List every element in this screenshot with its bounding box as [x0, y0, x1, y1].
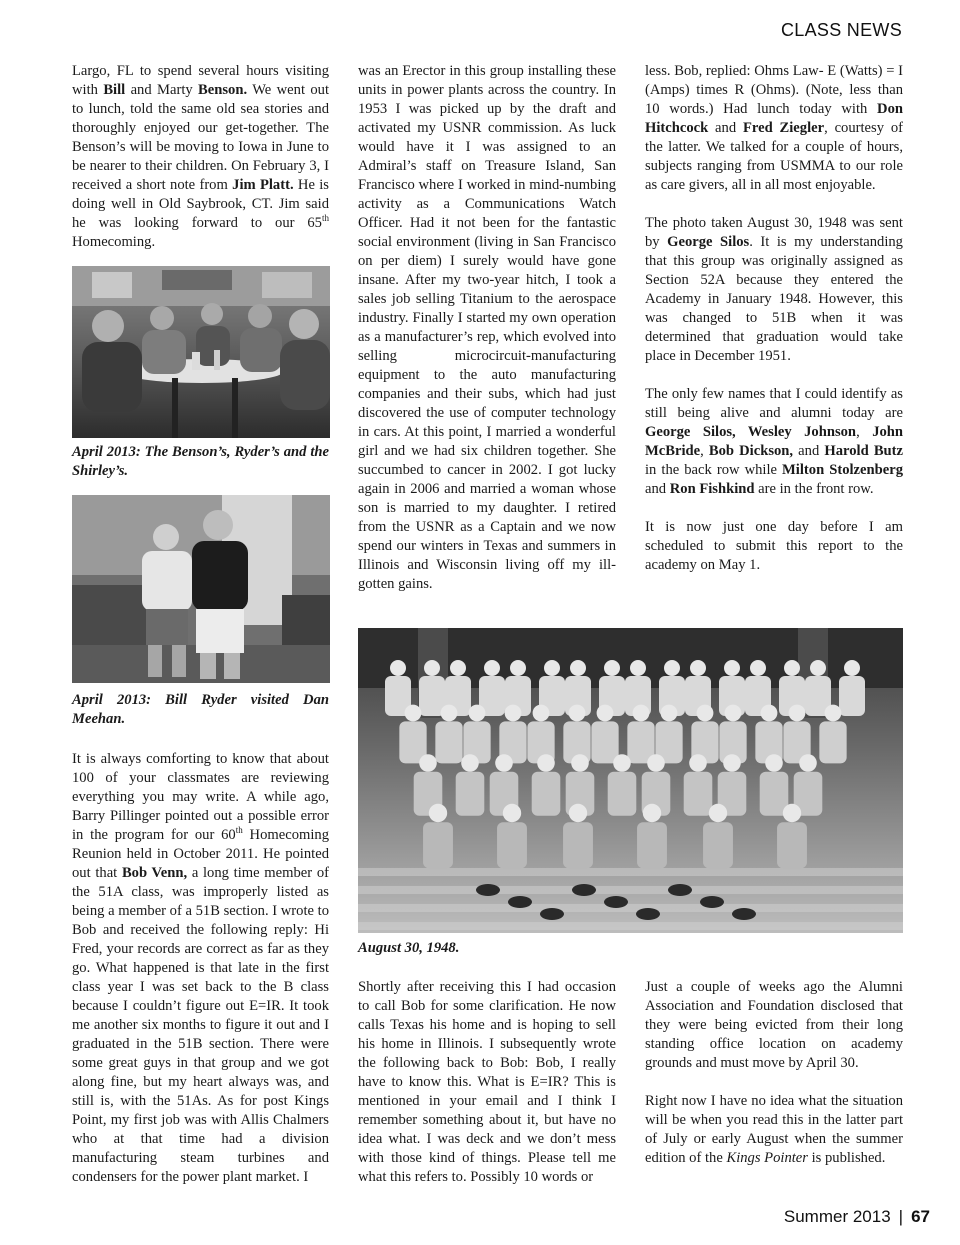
footer-separator: |: [898, 1207, 904, 1226]
column-2-top: [358, 62, 616, 594]
column-2-caption: [358, 939, 616, 958]
photo-group-1948: [358, 628, 903, 933]
superscript: th: [235, 825, 243, 836]
paragraph: Largo, FL to spend several hours visiting with Bill and Marty Benson. We went out to lunch, told the same old sea stories and thoroughly enjoyed our get-together. The Benson’s will be moving to Iowa in June to be nearer to their children. On February 3, I received a short note from Jim Platt. He is doing well in Old Saybrook, CT. Jim said he was looking forward to our 65th Homecoming.: [72, 63, 330, 250]
paragraph: The only few names that I could identify as still being alive and alumni today are George Silos, Wesley Johnson, John McBride, Bob Dickson, and Harold Butz in the back row while Milton Stolzenberg and Ron Fishkind are in the front row.: [645, 386, 904, 497]
column-1-caption-2: [72, 691, 329, 729]
column-3-bottom: [645, 978, 903, 1168]
photo-image: [72, 495, 330, 683]
bold-name: George Silos: [667, 234, 750, 250]
italic-text: Kings Pointer: [726, 1150, 808, 1166]
column-2-bottom: [358, 978, 616, 1187]
bold-name: Bob Venn,: [121, 865, 188, 881]
photo-caption: April 2013: Bill Ryder visited Dan Meehan.: [72, 692, 329, 727]
bold-name: Don Hitchcock: [645, 101, 903, 136]
page-number: 67: [911, 1207, 930, 1226]
bold-name: Benson.: [198, 82, 248, 98]
paragraph: Shortly after receiving this I had occasion to call Bob for some clarification. He now calls Texas his home and is hoping to sell his home in Illinois. I subsequently wrote the following back to Bob: Bob, I really have to know this. What is E=IR? This is mentioned in your email and I think I remember something about it, but have no idea what. I was deck and we don’t mess with those kind of things. Please tell me what this refers to. Possibly 10 words or: [358, 979, 616, 1185]
paragraph: The photo taken August 30, 1948 was sent by George Silos. It is my understanding that this group was originally assigned as Section 52A because they entered the Academy in January 1948. However, this was changed to 51B when it was determined that graduation would take place in December 1951.: [645, 215, 903, 364]
section-header: CLASS NEWS: [780, 20, 902, 40]
column-1-top: [72, 62, 329, 252]
photo-image: [358, 628, 903, 933]
paragraph: Just a couple of weeks ago the Alumni Association and Foundation disclosed that they were being evicted from their long standing office location on academy grounds and must move by April 30.: [645, 979, 903, 1071]
photo-bensons-ryders-shirleys: [72, 266, 330, 438]
page-footer: [784, 1207, 930, 1227]
bold-name: Milton Stolzenberg: [782, 462, 903, 478]
bold-name: Bob Dickson,: [708, 443, 794, 459]
bold-name: John McBride: [645, 424, 904, 459]
bold-name: George Silos, Wesley Johnson: [645, 424, 857, 440]
column-3-top: [645, 62, 903, 575]
photo-image: [72, 266, 330, 438]
column-1-bottom: [72, 750, 329, 1187]
bold-name: Fred Ziegler: [742, 120, 825, 136]
issue-label: Summer 2013: [783, 1207, 891, 1226]
bold-name: Bill: [103, 82, 126, 98]
paragraph: Right now I have no idea what the situation will be when you read this in the latter part of July or early August when the summer edition of the Kings Pointer is published.: [645, 1093, 903, 1166]
bold-name: Harold Butz: [824, 443, 904, 459]
photo-caption: August 30, 1948.: [358, 940, 460, 956]
superscript: th: [321, 213, 329, 224]
paragraph: less. Bob, replied: Ohms Law- E (Watts) = I (Amps) times R (Ohms). (Note, less than 10 words.) Had lunch today with Don Hitchcock and Fred Ziegler, courtesy of the latter. We talked for a couple of hours, subjects ranging from USMMA to our role as care givers, all in all most enjoyable.: [645, 63, 903, 193]
photo-ryder-meehan: [72, 495, 330, 683]
column-1-caption-1: [72, 443, 329, 481]
bold-name: Jim Platt.: [232, 177, 294, 193]
paragraph: It is always comforting to know that about 100 of your classmates are reviewing everything you may write. A while ago, Barry Pillinger pointed out a possible error in the program for our 60th Homecoming Reunion held in October 2011. He pointed out that Bob Venn, a long time member of the 51A class, was improperly listed as being a member of a 51B section. I wrote to Bob and received the following reply: Hi Fred, your records are correct as far as they go. What happened is that late in the first class year I was set back to the B class because I couldn’t figure out E=IR. It took me another six months to figure it out and I graduated in the 51B section. There were some great guys in that group and we got along fine, but my heart always was, and still is, with the 51As. As for post Kings Point, my first job was with Allis Chalmers who at that time had a division manufacturing steam turbines and condensers for the power plant market. I: [72, 751, 329, 1185]
paragraph: was an Erector in this group installing these units in power plants across the country. In 1953 I was picked up by the draft and activated my USNR commission. As luck would have it I was assigned to an Admiral’s staff on Treasure Island, San Francisco where I worked in mind-numbing activity as a Communications Watch Officer. Had it not been for the fantastic social environment (living in San Francisco on per diem) I surely would have gone insane. After my two-year hitch, I took a sales job selling Titanium to the aerospace industry. Finally I started my own operation as a manufacturer’s rep, which evolved into selling microcircuit-manufacturing equipment to the auto manufacturing companies and their subs, which had just discovered the use of computer technology in cars. At this point, I married a wonderful girl and we had six children together. She succumbed to cancer in 2002. I got lucky again in 2006 and married a woman whose son is married to my daughter. I retired from the USNR as a Captain and we now spend our winters in Texas and summers in Illinois and Wisconsin living off my ill-gotten gains.: [358, 63, 616, 592]
bold-name: Ron Fishkind: [669, 481, 755, 497]
photo-caption: April 2013: The Benson’s, Ryder’s and the Shirley’s.: [72, 444, 329, 479]
paragraph: It is now just one day before I am scheduled to submit this report to the academy on May 1.: [645, 519, 903, 573]
